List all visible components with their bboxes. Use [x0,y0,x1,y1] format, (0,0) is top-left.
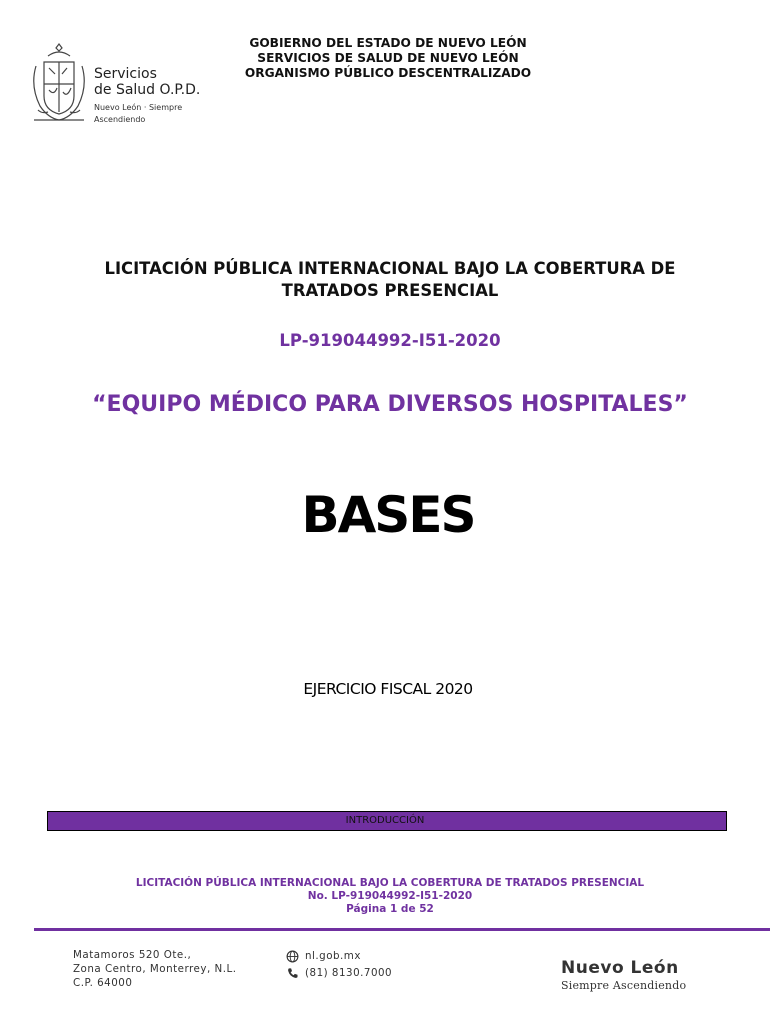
page-number: Página 1 de 52 [346,903,434,915]
section-bar-label: INTRODUCCIÓN [240,814,530,828]
tender-title: LICITACIÓN PÚBLICA INTERNACIONAL BAJO LA COBERTURA DE TRATADOS PRESENCIAL [104,259,676,300]
header-line-2: SERVICIOS DE SALUD DE NUEVO LEÓN [257,51,519,65]
page-footer [60,877,720,916]
footer-line-2: No. LP-919044992-I51-2020 [307,890,473,902]
brand-tagline: Siempre Ascendiendo [561,979,687,992]
nuevo-leon-logo [561,958,711,992]
address-line-2: Zona Centro, Monterrey, N.L. [73,963,237,975]
header-line-3: ORGANISMO PÚBLICO DESCENTRALIZADO [244,66,532,80]
contact-phone-row [286,965,392,982]
globe-icon [286,950,299,963]
contact-phone: (81) 8130.7000 [305,967,393,979]
address-block [73,948,237,990]
tender-subject: “EQUIPO MÉDICO PARA DIVERSOS HOSPITALES” [92,392,688,417]
footer-line-1: LICITACIÓN PÚBLICA INTERNACIONAL BAJO LA COBERTURA DE TRATADOS PRESENCIAL [135,877,645,889]
contact-web-row [286,948,392,965]
logo-tagline: Nuevo León · Siempre Ascendiendo [94,103,183,124]
logo-name-line1: Servicios [94,66,157,82]
header-line-1: GOBIERNO DEL ESTADO DE NUEVO LEÓN [249,36,527,50]
logo-name-line2: de Salud O.P.D. [94,82,201,98]
brand-name: Nuevo León [561,958,679,978]
contact-block [286,948,392,982]
document-heading: BASES [301,486,475,544]
fiscal-year: EJERCICIO FISCAL 2020 [303,680,473,698]
phone-icon [286,967,299,980]
coat-of-arms-icon [30,40,88,130]
servicios-salud-logo [30,40,210,132]
tender-number: LP-919044992-I51-2020 [279,331,501,350]
address-line-3: C.P. 64000 [73,977,133,989]
contact-web[interactable]: nl.gob.mx [305,950,361,962]
address-line-1: Matamoros 520 Ote., [73,949,192,961]
government-header [200,36,576,81]
footer-divider [34,928,770,931]
